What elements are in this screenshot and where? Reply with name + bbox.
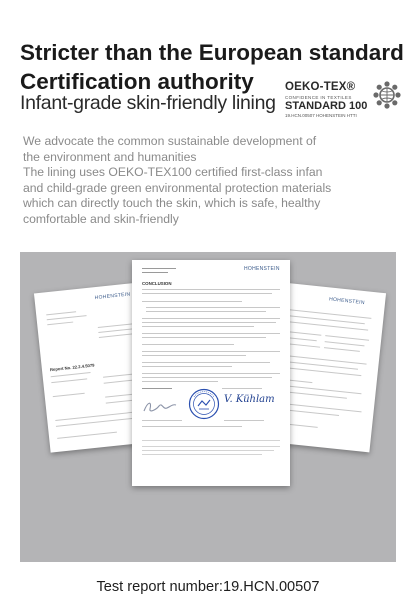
certificate-section-title: CONCLUSION (142, 281, 172, 286)
certificate-page-center (132, 260, 290, 486)
oeko-tex-number: 19.HCN.00507 HOHENSTEIN HTTI (285, 113, 357, 118)
description-line: the environment and humanities (23, 149, 197, 164)
description-line: and child-grade green environmental protection materials (23, 180, 332, 195)
oeko-tex-brand: OEKO-TEX® (285, 81, 356, 93)
certificate-left-report-number: Report No. 22.2.4.5079 (49, 362, 95, 373)
official-stamp-icon (188, 388, 220, 420)
description-line: comfortable and skin-friendly (23, 211, 179, 226)
oeko-tex-tagline: CONFIDENCE IN TEXTILES (285, 95, 352, 100)
description (23, 134, 403, 228)
test-report-caption: Test report number:19.HCN.00507 (96, 579, 320, 595)
certificate-center-header: HOHENSTEIN (244, 266, 280, 272)
headline-line-1: Stricter than the European standard (20, 40, 404, 65)
signature-right: V. Kühlam (224, 394, 275, 405)
description-line: which can directly touch the skin, which is safe, healthy (23, 196, 321, 211)
certificate-right-header: HOHENSTEIN (328, 296, 366, 307)
oeko-tex-globe-icon (372, 80, 402, 110)
headline-line-2: Certification authority (20, 69, 254, 94)
description-line: The lining uses OEKO-TEX100 certified first-class infan (23, 165, 323, 180)
description-line: We advocate the common sustainable development of (23, 134, 317, 148)
subheading: Infant-grade skin-friendly lining (20, 92, 276, 114)
signature-left-icon (142, 398, 178, 416)
certificate-left-header: HOHENSTEIN (94, 291, 131, 302)
oeko-tex-standard: STANDARD 100 (285, 100, 368, 112)
oeko-tex-badge (285, 81, 400, 121)
certificate-photo (20, 252, 396, 562)
